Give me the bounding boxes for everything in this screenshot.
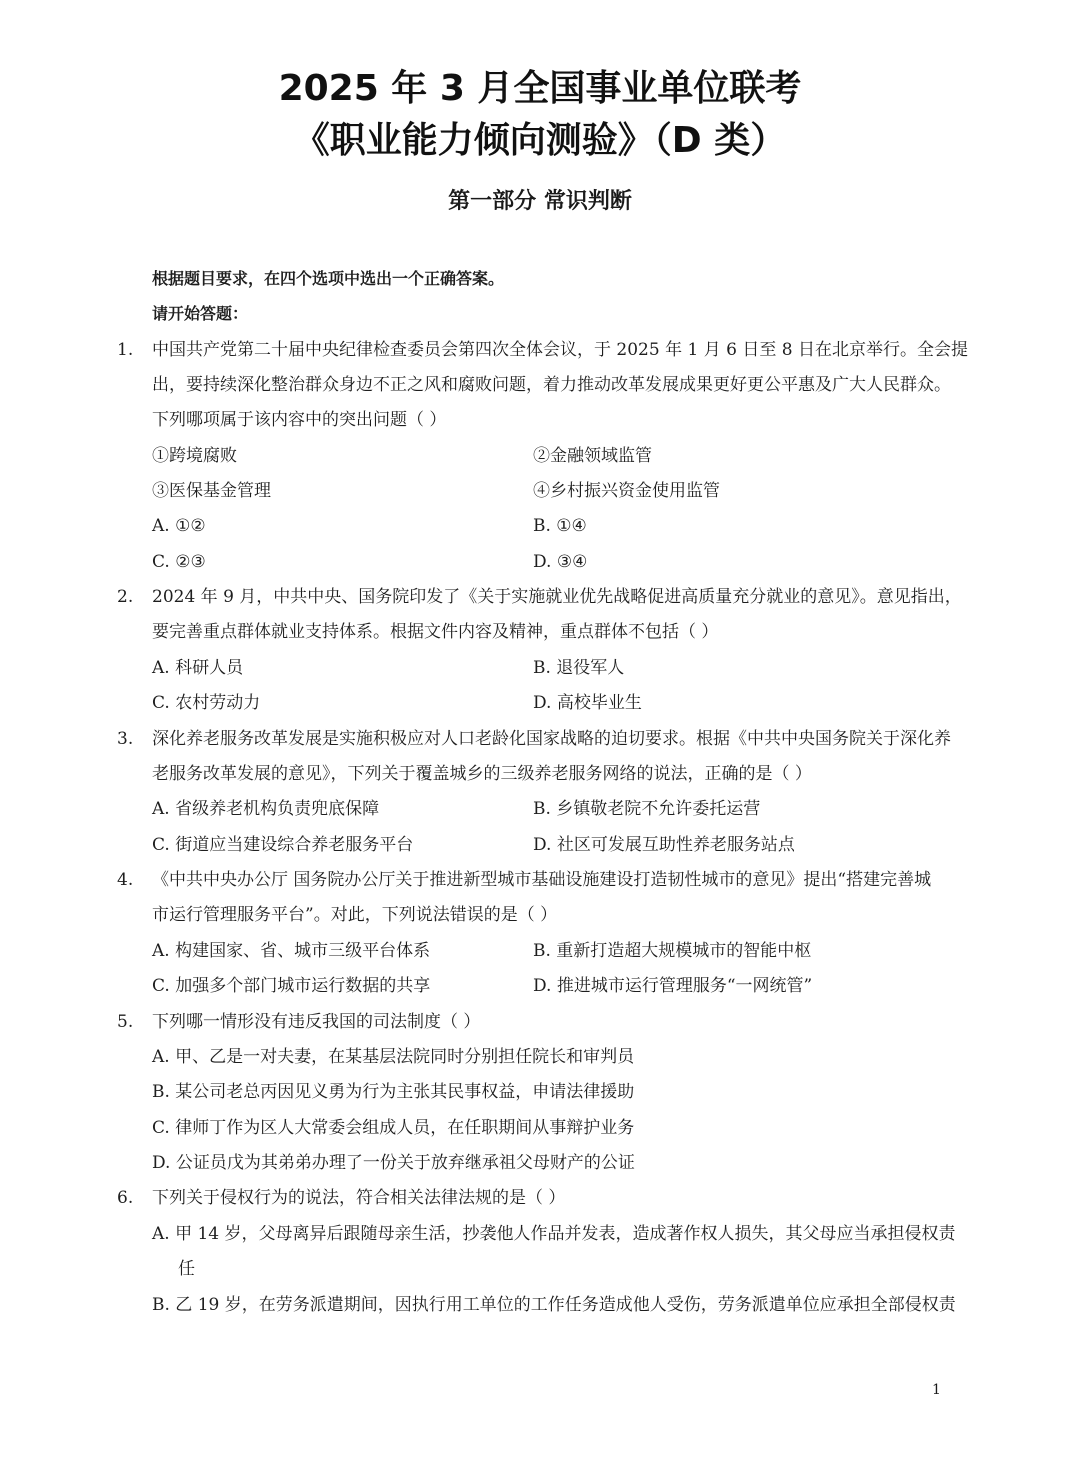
instruction-start: 请开始答题：	[152, 304, 249, 323]
section-heading: 第一部分 常识判断	[448, 189, 632, 214]
statement-item: ③医保基金管理	[152, 481, 271, 501]
instruction-line: 根据题目要求，在四个选项中选出一个正确答案。	[152, 269, 505, 288]
answer-option: B. 退役军人	[533, 658, 625, 678]
answer-option: D. 公证员戊为其弟弟办理了一份关于放弃继承祖父母财产的公证	[152, 1153, 635, 1173]
question-number: 1.	[117, 340, 134, 360]
question-stem-line: 市运行管理服务平台”。对此，下列说法错误的是（ ）	[152, 905, 558, 925]
exam-title-line1: 2025 年 3 月全国事业单位联考	[278, 68, 802, 109]
question-number: 3.	[117, 729, 134, 749]
answer-option: A. ①②	[152, 516, 206, 536]
question-stem-line: 《中共中央办公厅 国务院办公厅关于推进新型城市基础设施建设打造韧性城市的意见》提出“搭建完善城	[152, 870, 932, 890]
answer-option: D. 推进城市运行管理服务“一网统管”	[533, 976, 813, 996]
question-stem-line: 出，要持续深化整治群众身边不正之风和腐败问题，着力推动改革发展成果更好更公平惠及广大人民群众。	[152, 375, 951, 395]
question-stem-line: 中国共产党第二十届中央纪律检查委员会第四次全体会议，于 2025 年 1 月 6 日至 8 日在北京举行。全会提	[152, 340, 968, 360]
answer-option: A. 甲 14 岁，父母离异后跟随母亲生活，抄袭他人作品并发表，造成著作权人损失，其父母应当承担侵权责	[152, 1224, 956, 1244]
question-stem-line: 深化养老服务改革发展是实施积极应对人口老龄化国家战略的迫切要求。根据《中共中央国务院关于深化养	[152, 729, 951, 749]
answer-option: C. ②③	[152, 552, 206, 572]
answer-option: A. 甲、乙是一对夫妻，在某基层法院同时分别担任院长和审判员	[152, 1047, 635, 1067]
question-number: 5.	[117, 1012, 134, 1032]
answer-option: C. 街道应当建设综合养老服务平台	[152, 835, 414, 855]
question-stem-line: 老服务改革发展的意见》，下列关于覆盖城乡的三级养老服务网络的说法，正确的是（ ）	[152, 764, 812, 784]
exam-title-line2: 《职业能力倾向测验》（D 类）	[293, 120, 787, 161]
statement-item: ②金融领域监管	[533, 446, 652, 466]
answer-option: A. 科研人员	[152, 658, 244, 678]
answer-option: B. 某公司老总丙因见义勇为行为主张其民事权益，申请法律援助	[152, 1082, 635, 1102]
answer-option: D. ③④	[533, 552, 588, 572]
answer-option: A. 省级养老机构负责兜底保障	[152, 799, 380, 819]
answer-option-continuation: 任	[178, 1259, 195, 1279]
answer-option: B. 重新打造超大规模城市的智能中枢	[533, 941, 812, 961]
answer-option: C. 农村劳动力	[152, 693, 261, 713]
answer-option: B. 乡镇敬老院不允许委托运营	[533, 799, 761, 819]
answer-option: B. ①④	[533, 516, 587, 536]
answer-option: C. 加强多个部门城市运行数据的共享	[152, 976, 431, 996]
answer-option: D. 社区可发展互助性养老服务站点	[533, 835, 795, 855]
question-stem-line: 下列哪项属于该内容中的突出问题（ ）	[152, 410, 447, 430]
question-number: 2.	[117, 587, 134, 607]
statement-item: ①跨境腐败	[152, 446, 237, 466]
answer-option: B. 乙 19 岁，在劳务派遣期间，因执行用工单位的工作任务造成他人受伤，劳务派遣单位应承担全部侵权责	[152, 1295, 956, 1315]
question-stem-line: 2024 年 9 月，中共中央、国务院印发了《关于实施就业优先战略促进高质量充分就业的意见》。意见指出，	[152, 587, 962, 607]
answer-option: A. 构建国家、省、城市三级平台体系	[152, 941, 431, 961]
answer-option: D. 高校毕业生	[533, 693, 642, 713]
statement-item: ④乡村振兴资金使用监管	[533, 481, 720, 501]
question-stem-line: 下列哪一情形没有违反我国的司法制度（ ）	[152, 1012, 481, 1032]
question-stem-line: 下列关于侵权行为的说法，符合相关法律法规的是（ ）	[152, 1188, 566, 1208]
question-number: 4.	[117, 870, 134, 890]
question-stem-line: 要完善重点群体就业支持体系。根据文件内容及精神，重点群体不包括（ ）	[152, 622, 719, 642]
answer-option: C. 律师丁作为区人大常委会组成人员，在任职期间从事辩护业务	[152, 1118, 635, 1138]
question-number: 6.	[117, 1188, 134, 1208]
page-number: 1	[932, 1382, 941, 1398]
